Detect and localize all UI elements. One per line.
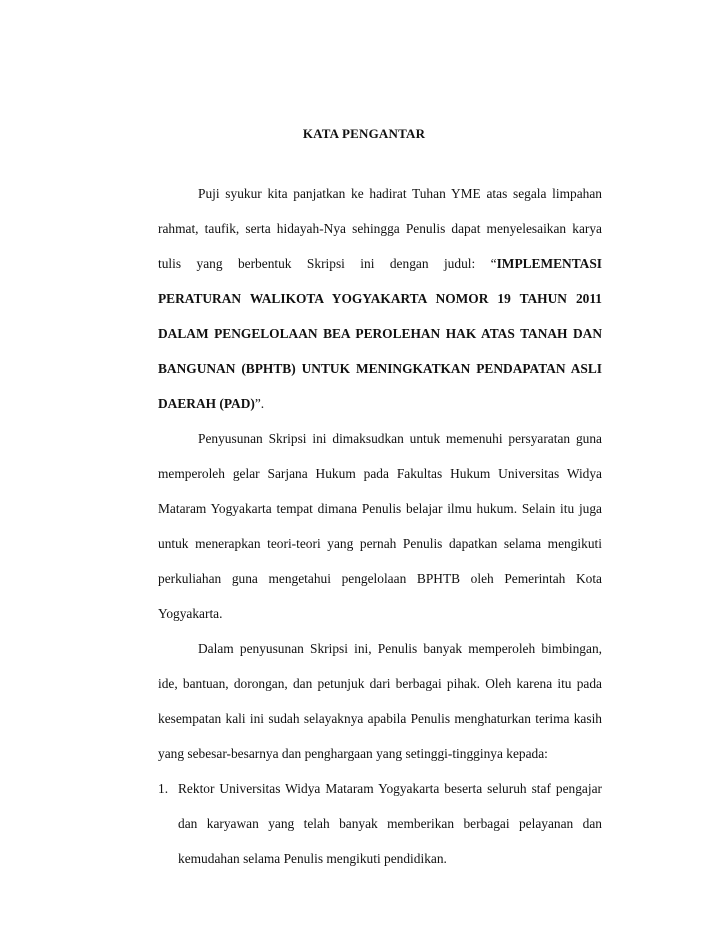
list-item-1-line-3: kemudahan selama Penulis mengikuti pendidikan. bbox=[178, 851, 447, 866]
paragraph-1-line-6 bbox=[158, 360, 602, 378]
paragraph-3-line-3: kesempatan kali ini sudah selayaknya apabila Penulis menghaturkan terima kasih bbox=[158, 711, 602, 726]
paragraph-1-line-7-text: ”. bbox=[254, 396, 265, 411]
paragraph-1-line-3 bbox=[158, 255, 602, 273]
paragraph-3-line-4: yang sebesar-besarnya dan penghargaan yang setinggi-tingginya kepada: bbox=[158, 746, 548, 761]
paragraph-2-line-2: memperoleh gelar Sarjana Hukum pada Fakultas Hukum Universitas Widya bbox=[158, 466, 602, 481]
paragraph-1-line-2: rahmat, taufik, serta hidayah-Nya sehingga Penulis dapat menyelesaikan karya bbox=[158, 221, 602, 236]
paragraph-1-line-5 bbox=[158, 325, 602, 343]
paragraph-1-line-4 bbox=[158, 290, 602, 308]
paragraph-2-line-5: perkuliahan guna mengetahui pengelolaan BPHTB oleh Pemerintah Kota bbox=[158, 571, 602, 586]
list-item-1-line-2: dan karyawan yang telah banyak memberikan berbagai pelayanan dan bbox=[178, 816, 602, 831]
paragraph-1-title-start: IMPLEMENTASI bbox=[496, 256, 602, 271]
paragraph-2-line-6: Yogyakarta. bbox=[158, 606, 223, 621]
paragraph-1-title-line-6: BANGUNAN (BPHTB) UNTUK MENINGKATKAN PENDAPATAN ASLI bbox=[158, 361, 602, 376]
list-item-number: 1. bbox=[158, 781, 169, 796]
paragraph-2-line-1: Penyusunan Skripsi ini dimaksudkan untuk memenuhi persyaratan guna bbox=[198, 431, 602, 446]
paragraph-1-title-line-5: DALAM PENGELOLAAN BEA PEROLEHAN HAK ATAS TANAH DAN bbox=[158, 326, 602, 341]
paragraph-1-title-end: DAERAH (PAD) bbox=[158, 396, 255, 411]
paragraph-1-line-3-text: tulis yang berbentuk Skripsi ini dengan judul: “ bbox=[158, 256, 497, 271]
paragraph-1-title-line-4: PERATURAN WALIKOTA YOGYAKARTA NOMOR 19 TAHUN 2011 bbox=[158, 291, 602, 306]
list-item-1-line-1: Rektor Universitas Widya Mataram Yogyakarta beserta seluruh staf pengajar bbox=[178, 781, 602, 796]
paragraph-2-line-4: untuk menerapkan teori-teori yang pernah Penulis dapatkan selama mengikuti bbox=[158, 536, 602, 551]
paragraph-3-line-2: ide, bantuan, dorongan, dan petunjuk dari berbagai pihak. Oleh karena itu pada bbox=[158, 676, 602, 691]
paragraph-3-line-1: Dalam penyusunan Skripsi ini, Penulis banyak memperoleh bimbingan, bbox=[198, 641, 602, 656]
paragraph-1-line-1: Puji syukur kita panjatkan ke hadirat Tuhan YME atas segala limpahan bbox=[198, 186, 602, 201]
paragraph-1-line-7 bbox=[158, 395, 602, 413]
page-title: KATA PENGANTAR bbox=[302, 126, 426, 141]
paragraph-2-line-3: Mataram Yogyakarta tempat dimana Penulis belajar ilmu hukum. Selain itu juga bbox=[158, 501, 602, 516]
